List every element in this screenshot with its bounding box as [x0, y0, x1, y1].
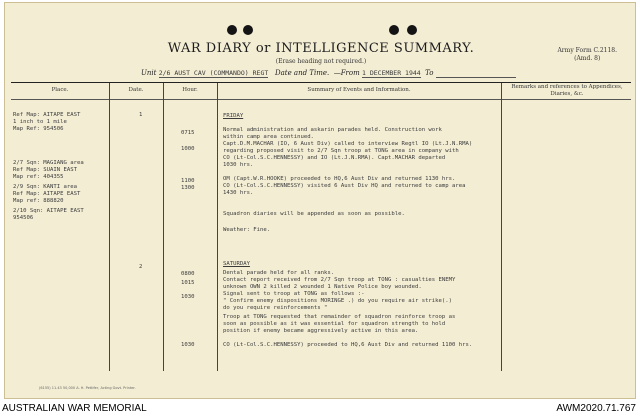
day-heading: SATURDAY: [223, 261, 250, 267]
summary-line: CO (Lt-Col.S.C.HENNESSY) and IO (Lt.J.N.RMA). Capt.MACHAR departed: [223, 155, 446, 161]
hour-entry: 0715: [181, 130, 195, 136]
hour-entry: 1030: [181, 342, 195, 348]
form-title: WAR DIARY or INTELLIGENCE SUMMARY.: [167, 41, 475, 56]
col-header-date: Date.: [128, 87, 144, 93]
datetime-label: Date and Time.: [274, 69, 330, 77]
place-entry: 1 inch to 1 mile: [13, 119, 67, 125]
place-entry: 954506: [13, 215, 34, 221]
punch-hole: [389, 25, 399, 35]
day-heading: FRIDAY: [223, 113, 244, 119]
to-label: To: [425, 69, 434, 77]
summary-line: CO (Lt-Col.S.C.HENNESSY) visited 6 Aust Div HQ and returned to camp area: [223, 183, 466, 189]
punch-hole: [243, 25, 253, 35]
hour-entry: 1015: [181, 280, 195, 286]
summary-line: do you require reinforcements ": [223, 305, 328, 311]
place-entry: Map ref: 888820: [13, 198, 64, 204]
place-entry: Ref Map: AITAPE EAST: [13, 191, 81, 197]
unit-label: Unit: [141, 69, 157, 77]
place-entry: 2/7 Sqn: MAGIANG area: [13, 160, 84, 166]
column-divider: [163, 83, 164, 371]
summary-line: 1430 hrs.: [223, 190, 254, 196]
hour-entry: 1030: [181, 294, 195, 300]
army-form-label: [557, 47, 617, 63]
column-divider: [217, 83, 218, 371]
summary-line: position if enemy became aggressively active in this area.: [223, 328, 419, 334]
place-entry: 2/9 Sqn: KANTI area: [13, 184, 77, 190]
unit-value: 2/6 AUST CAV (COMMANDO) REGT: [158, 69, 269, 77]
header-bottom-rule: [11, 99, 631, 100]
place-entry: Ref Map: SUAIN EAST: [13, 167, 77, 173]
summary-line: Troop at TONG requested that remainder of squadron reinforce troop as: [223, 314, 456, 320]
punch-hole: [407, 25, 417, 35]
summary-line: Weather: Fine.: [223, 227, 271, 233]
summary-line: regarding proposed visit to 2/7 Sqn troop at TONG area in company with: [223, 148, 459, 154]
col-header-place: Place.: [51, 87, 69, 93]
hour-entry: 1000: [181, 146, 195, 152]
place-entry: Map Ref: 954506: [13, 126, 64, 132]
column-divider: [501, 83, 502, 371]
summary-line: OM (Capt.W.R.HOOKE) proceeded to HQ,6 Aust Div and returned 1130 hrs.: [223, 176, 456, 182]
summary-line: Squadron diaries will be appended as soon as possible.: [223, 211, 405, 217]
printer-note: (6155) 11.43 50,000 A. H. Pettifer, Acting Govt. Printer.: [39, 386, 136, 390]
summary-line: CO (Lt-Col.S.C.HENNESSY) proceeded to HQ,6 Aust Div and returned 1100 hrs.: [223, 342, 473, 348]
from-label: From: [340, 69, 360, 77]
col-header-summary: Summary of Events and Information.: [307, 87, 411, 93]
archive-footer: [0, 401, 640, 416]
place-entry: Map ref: 404355: [13, 174, 64, 180]
summary-line: " Confirm enemy dispositions MORINGE .) do you require air strike(.): [223, 298, 453, 304]
hour-entry: 1100: [181, 178, 195, 184]
column-divider: [109, 83, 110, 371]
summary-line: Contact report received from 2/7 Sqn troop at TONG : casualties ENEMY: [223, 277, 456, 283]
to-value-blank: [436, 69, 516, 78]
date-entry: 2: [139, 264, 143, 270]
summary-line: Normal administration and askarin parades held. Construction work: [223, 127, 442, 133]
hour-entry: 1300: [181, 185, 195, 191]
col-header-remarks: Remarks and references to Appendices, Diaries, &c.: [511, 84, 623, 97]
army-form-number: Army Form C.2118.: [557, 47, 617, 54]
summary-line: soon as possible as it was essential for squadron strength to hold: [223, 321, 446, 327]
summary-line: 1030 hrs.: [223, 162, 254, 168]
summary-line: within camp area continued.: [223, 134, 314, 140]
hour-entry: 0800: [181, 271, 195, 277]
summary-line: Capt.D.M.MACHAR (IO, 6 Aust Div) called to interview Regtl IO (Lt.J.N.RMA): [223, 141, 473, 147]
summary-line: unknown OWN 2 killed 2 wounded 1 Native Police boy wounded.: [223, 284, 422, 290]
army-form-amendment: (Amd. 8): [574, 55, 601, 62]
unit-line: Unit 2/6 AUST CAV (COMMANDO) REGT Date and Time. —From 1 DECEMBER 1944 To: [141, 69, 516, 78]
summary-line: Dental parade held for all ranks.: [223, 270, 335, 276]
summary-line: Signal sent to troop at TONG as follows :-: [223, 291, 365, 297]
punch-hole: [227, 25, 237, 35]
col-header-hour: Hour.: [182, 87, 198, 93]
table-top-rule: [11, 82, 631, 83]
date-entry: 1: [139, 112, 143, 118]
place-entry: Ref Map: AITAPE EAST: [13, 112, 81, 118]
diary-sheet: [4, 2, 636, 399]
archive-accession: AWM2020.71.767: [556, 403, 636, 414]
from-value: 1 DECEMBER 1944: [362, 69, 421, 77]
form-subtitle: (Erase heading not required.): [275, 58, 367, 65]
place-entry: 2/10 Sqn: AITAPE EAST: [13, 208, 84, 214]
archive-name: AUSTRALIAN WAR MEMORIAL: [2, 403, 147, 414]
